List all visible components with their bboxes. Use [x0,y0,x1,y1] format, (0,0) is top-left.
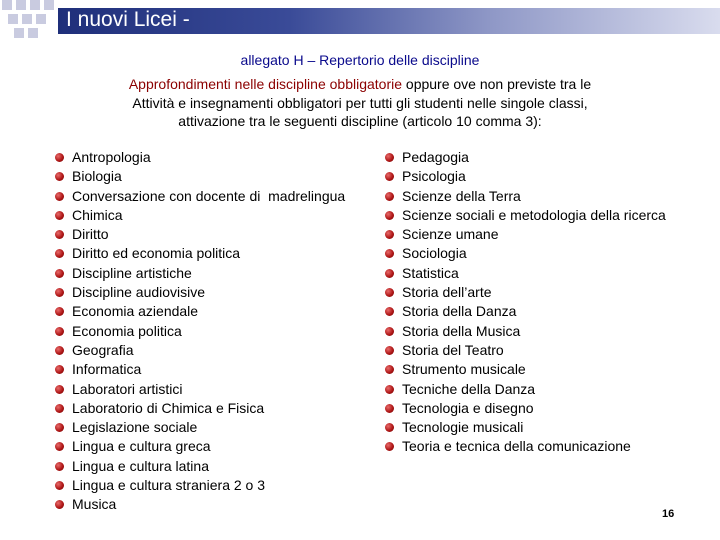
list-item [385,167,705,186]
intro-line-1-rest: oppure ove non previste tra le [402,76,592,92]
list-item-label: Scienze sociali e metodologia della ricerca [402,206,666,223]
list-item [55,264,355,283]
list-item-label: Storia dell’arte [402,284,492,301]
bullet-icon [385,404,394,413]
decor-square [22,14,32,24]
bullet-icon [385,423,394,432]
list-item [385,380,705,399]
list-item [55,148,355,167]
bullet-icon [385,288,394,297]
list-item-label: Laboratorio di Chimica e Fisica [72,399,265,416]
list-item [55,167,355,186]
bullet-icon [385,327,394,336]
list-item-label: Storia della Danza [402,303,517,320]
list-item [55,476,355,495]
bullet-icon [385,172,394,181]
list-item-label: Tecnologie musicali [402,419,524,436]
list-item-label: Statistica [402,264,459,281]
decor-square [16,0,26,10]
list-item [55,206,355,225]
list-item-label: Legislazione sociale [72,419,198,436]
intro-line-2: Attività e insegnamenti obbligatori per tutti gli studenti nelle singole classi, [132,94,588,111]
list-item [385,244,705,263]
list-item-label: Tecniche della Danza [402,380,536,397]
list-item [55,495,355,514]
bullet-icon [55,172,64,181]
bullet-icon [55,404,64,413]
list-item [385,187,705,206]
list-item [55,360,355,379]
intro-highlight: Approfondimenti nelle discipline obbligatorie [128,76,403,92]
list-item [55,457,355,476]
right-discipline-list [385,148,705,457]
list-item [385,360,705,379]
bullet-icon [55,249,64,258]
bullet-icon [55,346,64,355]
intro-line-1 [30,75,690,94]
intro-line-3: attivazione tra le seguenti discipline (articolo 10 comma 3): [178,113,542,129]
bullet-icon [55,385,64,394]
bullet-icon [385,211,394,220]
bullet-icon [385,385,394,394]
list-item [385,399,705,418]
list-item-label: Lingua e cultura greca [72,438,211,455]
list-item-label: Diritto [72,226,109,243]
list-item [55,418,355,437]
list-item [55,244,355,263]
list-item [385,418,705,437]
list-item [385,206,705,225]
list-item-label: Psicologia [402,168,466,185]
list-item-label: Storia della Musica [402,322,521,339]
bullet-icon [55,192,64,201]
list-item [55,341,355,360]
left-discipline-list [55,148,355,515]
bullet-icon [385,269,394,278]
decor-square [30,0,40,10]
list-item-label: Scienze umane [402,226,499,243]
decor-square [2,0,12,10]
list-item-label: Informatica [72,361,142,378]
decor-square [8,14,18,24]
bullet-icon [55,462,64,471]
bullet-icon [385,307,394,316]
list-item-label: Strumento musicale [402,361,526,378]
bullet-icon [385,442,394,451]
decorative-squares [0,0,60,48]
list-item [385,437,705,456]
bullet-icon [55,230,64,239]
list-item [385,148,705,167]
bullet-icon [55,442,64,451]
list-item-label: Discipline audiovisive [72,284,206,301]
list-item [55,322,355,341]
list-item-label: Conversazione con docente di madrelingua [72,187,346,204]
subtitle: allegato H – Repertorio delle discipline [240,52,480,68]
list-item-label: Musica [72,496,117,513]
list-item [55,225,355,244]
list-item-label: Lingua e cultura straniera 2 o 3 [72,477,266,494]
list-item-label: Economia politica [72,322,182,339]
bullet-icon [55,211,64,220]
bullet-icon [385,230,394,239]
bullet-icon [55,307,64,316]
list-item-label: Economia aziendale [72,303,199,320]
bullet-icon [55,288,64,297]
list-item [385,341,705,360]
list-item [385,283,705,302]
decor-square [28,28,38,38]
list-item-label: Chimica [72,206,123,223]
list-item [55,437,355,456]
page-title: I nuovi Licei - [66,8,190,31]
list-item [55,283,355,302]
bullet-icon [55,500,64,509]
list-item [385,264,705,283]
page-number: 16 [662,508,675,520]
bullet-icon [385,192,394,201]
bullet-icon [55,365,64,374]
list-item [55,380,355,399]
list-item [385,225,705,244]
list-item [55,187,355,206]
bullet-icon [385,346,394,355]
list-item-label: Diritto ed economia politica [72,245,241,262]
list-item [385,322,705,341]
bullet-icon [385,249,394,258]
list-item-label: Storia del Teatro [402,341,504,358]
list-item-label: Lingua e cultura latina [72,457,209,474]
list-item-label: Biologia [72,168,122,185]
bullet-icon [385,365,394,374]
bullet-icon [55,423,64,432]
list-item-label: Pedagogia [402,149,469,165]
bullet-icon [55,327,64,336]
list-item [55,399,355,418]
list-item [385,302,705,321]
intro-paragraph [30,75,690,131]
list-item-label: Teoria e tecnica della comunicazione [402,438,631,455]
decor-square [44,0,54,10]
bullet-icon [55,153,64,162]
decor-square [36,14,46,24]
list-item-label: Laboratori artistici [72,380,183,397]
list-item-label: Sociologia [402,245,467,262]
list-item-label: Scienze della Terra [402,187,521,204]
bullet-icon [55,269,64,278]
list-item [55,302,355,321]
list-item-label: Antropologia [72,149,151,165]
bullet-icon [55,481,64,490]
list-item-label: Tecnologia e disegno [402,399,534,416]
list-item-label: Geografia [72,341,134,358]
decor-square [14,28,24,38]
bullet-icon [385,153,394,162]
list-item-label: Discipline artistiche [72,264,192,281]
